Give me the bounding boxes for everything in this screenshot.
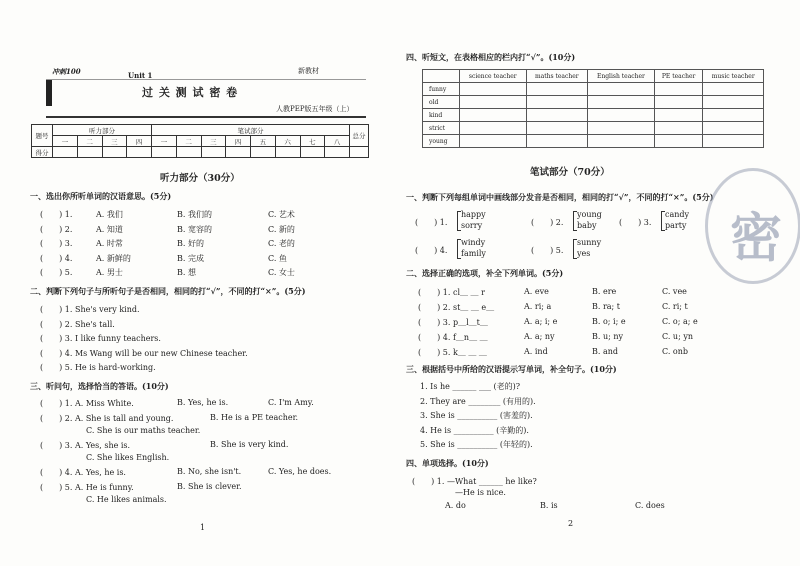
q3-item: ( ) 1. A. Miss White. xyxy=(40,399,134,408)
w2-option-b: B. ere xyxy=(592,287,617,296)
q2-item: ( ) 2. She's tall. xyxy=(40,319,115,329)
w4-option-a: A. do xyxy=(445,501,466,510)
w2-item: ( ) 4. f＿n＿ ＿ xyxy=(418,333,488,342)
q1-option-a: A. 新鲜的 xyxy=(96,253,131,263)
brand-label: 冲刺100 xyxy=(52,67,81,76)
seal-stamp-text: 密 xyxy=(730,209,783,269)
q1-item-number: ( ) 4. xyxy=(40,253,73,263)
w1-word: sunny xyxy=(577,238,602,247)
table-row-label: strict xyxy=(423,122,460,135)
w4-title: 四、单项选择。(10分) xyxy=(406,458,489,468)
w1-item-number: ( ) 5. xyxy=(531,246,564,255)
w3-item: 5. She is __________ (年轻的). xyxy=(420,440,533,449)
w1-word: windy xyxy=(461,238,486,247)
w2-option-c: C. vee xyxy=(662,287,687,296)
w1-word: baby xyxy=(577,221,597,230)
q3-option-c: C. Yes, he does. xyxy=(268,467,332,476)
right-page xyxy=(400,0,800,566)
q1-item-number: ( ) 1. xyxy=(40,210,73,219)
w2-option-b: B. o; i; e xyxy=(592,317,626,326)
write-col: 七 xyxy=(300,136,325,147)
write-col: 一 xyxy=(152,136,177,147)
write-header: 笔试部分 xyxy=(152,125,350,136)
q1-option-b: B. 想 xyxy=(177,268,196,277)
q1-option-c: C. 鱼 xyxy=(268,253,287,263)
q3-option-b: B. She is clever. xyxy=(177,482,242,491)
w1-word: young xyxy=(577,210,602,219)
w2-title: 二、选择正确的选项，补全下列单词。(5分) xyxy=(406,268,564,278)
listen-col: 一 xyxy=(53,136,78,147)
w2-option-c: C. ri; t xyxy=(662,302,688,311)
w1-word: family xyxy=(461,249,486,258)
edition-label: 人教PEP版五年级（上） xyxy=(276,105,354,113)
w1-item-number: ( ) 1. xyxy=(415,218,448,227)
table-header: PE teacher xyxy=(654,70,703,83)
q1-item-number: ( ) 5. xyxy=(40,268,73,277)
q1-option-a: A. 时常 xyxy=(96,239,123,248)
q3-option-b: B. She is very kind. xyxy=(210,440,289,449)
write-col: 六 xyxy=(275,136,300,147)
write-col: 二 xyxy=(176,136,201,147)
table-row-label: funny xyxy=(423,83,460,96)
w2-option-c: C. o; a; e xyxy=(662,317,698,326)
score-table xyxy=(31,124,369,158)
writing-section-title: 笔试部分（70分） xyxy=(530,167,610,178)
write-col: 三 xyxy=(201,136,226,147)
w1-word: sorry xyxy=(461,221,483,230)
q3-item: ( ) 2. A. She is tall and young. xyxy=(40,414,174,423)
listening-table xyxy=(422,69,764,148)
write-col: 四 xyxy=(226,136,251,147)
listen-col: 四 xyxy=(127,136,152,147)
q1-option-c: C. 艺术 xyxy=(268,210,295,219)
edition-tag: 新教材 xyxy=(298,67,319,75)
unit-label: Unit 1 xyxy=(128,71,153,80)
w1-item-number: ( ) 4. xyxy=(415,246,448,255)
score-row-label: 题号 xyxy=(32,125,53,147)
listen-header: 听力部分 xyxy=(53,125,152,136)
w1-word: yes xyxy=(577,249,591,258)
q3-option-c: C. I'm Amy. xyxy=(268,398,314,407)
table-row-label: young xyxy=(423,135,460,148)
w2-option-b: B. and xyxy=(592,347,619,356)
q1-option-c: C. 女士 xyxy=(268,268,295,277)
q1-option-a: A. 知道 xyxy=(96,224,123,234)
w2-option-a: A. a; ny xyxy=(524,332,555,341)
q1-item-number: ( ) 3. xyxy=(40,239,73,248)
q1-option-b: B. 好的 xyxy=(177,239,204,248)
w2-option-a: A. a; i; e xyxy=(524,317,558,326)
w2-option-a: A. ind xyxy=(524,347,548,356)
q3-option-c: C. He likes animals. xyxy=(86,495,167,504)
q3-item: ( ) 3. A. Yes, she is. xyxy=(40,441,131,450)
write-col: 五 xyxy=(251,136,276,147)
w1-word: party xyxy=(665,221,687,230)
w3-item: 2. They are ________ (有用的). xyxy=(420,396,536,406)
w4-answer-line: —He is nice. xyxy=(455,488,506,497)
w2-option-c: C. onb xyxy=(662,347,689,356)
q1-option-c: C. 老的 xyxy=(268,239,295,248)
w2-item: ( ) 3. p＿l＿t＿ xyxy=(418,318,488,327)
w1-word: happy xyxy=(461,210,486,219)
q3-option-b: B. He is a PE teacher. xyxy=(210,413,299,422)
q1-option-c: C. 新的 xyxy=(268,224,295,234)
table-row-label: kind xyxy=(423,109,460,122)
header-bar xyxy=(46,80,52,106)
w4-question: ( ) 1. —What ______ he like? xyxy=(412,477,537,486)
w2-option-b: B. ra; t xyxy=(592,302,621,311)
q2-item: ( ) 5. He is hard-working. xyxy=(40,363,156,372)
table-header: music teacher xyxy=(703,70,764,83)
q2-item: ( ) 4. Ms Wang will be our new Chinese teacher. xyxy=(40,348,248,358)
listening-section-title: 听力部分（30分） xyxy=(160,173,240,184)
listen-col: 二 xyxy=(77,136,102,147)
q3-item: ( ) 5. A. He is funny. xyxy=(40,483,134,492)
page-number: 1 xyxy=(200,523,206,532)
q1-option-a: A. 男士 xyxy=(96,268,123,277)
w2-option-a: A. ri; a xyxy=(524,302,552,311)
table-header: science teacher xyxy=(460,70,527,83)
w2-option-a: A. eve xyxy=(524,287,549,296)
q1-option-b: B. 我们的 xyxy=(177,210,212,219)
q1-option-b: B. 宽容的 xyxy=(177,224,212,234)
w3-title: 三、根据括号中所给的汉语提示写单词，补全句子。(10分) xyxy=(406,364,617,374)
q1-option-b: B. 完成 xyxy=(177,253,204,263)
q1-title: 一、选出你所听单词的汉语意思。(5分) xyxy=(30,191,172,201)
w1-word: candy xyxy=(665,210,690,219)
w4-option-c: C. does xyxy=(635,501,665,510)
w2-item: ( ) 5. k＿ ＿ ＿ xyxy=(418,348,487,357)
q3-option-c: C. She likes English. xyxy=(86,453,170,462)
w2-item: ( ) 2. st＿ ＿ e＿ xyxy=(418,303,495,312)
w1-item-number: ( ) 3. xyxy=(619,218,652,227)
page-title: 过 关 测 试 密 卷 xyxy=(142,86,239,99)
table-row-label: old xyxy=(423,96,460,109)
q3-option-b: B. No, she isn't. xyxy=(177,467,242,476)
w2-item: ( ) 1. cl＿ ＿ r xyxy=(418,288,485,297)
w1-title: 一、判断下列每组单词中画线部分发音是否相同，相同的打“√”，不同的打“×”。(5分) xyxy=(406,192,714,202)
table-header: maths teacher xyxy=(526,70,587,83)
total-header: 总分 xyxy=(350,125,369,147)
q2-item: ( ) 3. I like funny teachers. xyxy=(40,334,161,343)
q3-option-b: B. Yes, he is. xyxy=(177,398,229,407)
write-col: 八 xyxy=(325,136,350,147)
q3-title: 三、听问句，选择恰当的答语。(10分) xyxy=(30,381,169,391)
w3-item: 1. Is he ______ ___ (老的)? xyxy=(420,382,521,391)
score-row-label: 得分 xyxy=(32,147,53,158)
page-number: 2 xyxy=(568,519,574,528)
w2-option-b: B. u; ny xyxy=(592,332,624,341)
q2-title: 二、判断下列句子与所听句子是否相同，相同的打“√”，不同的打“×”。(5分) xyxy=(30,286,306,296)
w4-option-b: B. is xyxy=(540,501,558,510)
w3-item: 4. He is __________ (辛勤的). xyxy=(420,425,529,435)
q4-title: 四、听短文，在表格相应的栏内打“√”。(10分) xyxy=(406,52,576,62)
w3-item: 3. She is __________ (害羞的). xyxy=(420,411,533,420)
listen-col: 三 xyxy=(102,136,127,147)
q1-option-a: A. 我们 xyxy=(96,210,123,219)
q2-item: ( ) 1. She's very kind. xyxy=(40,305,140,314)
q1-item-number: ( ) 2. xyxy=(40,224,73,234)
q3-item: ( ) 4. A. Yes, he is. xyxy=(40,468,126,477)
w2-option-c: C. u; yn xyxy=(662,332,693,341)
table-header: English teacher xyxy=(588,70,655,83)
q3-option-c: C. She is our maths teacher. xyxy=(86,426,201,435)
w1-item-number: ( ) 2. xyxy=(531,218,564,227)
